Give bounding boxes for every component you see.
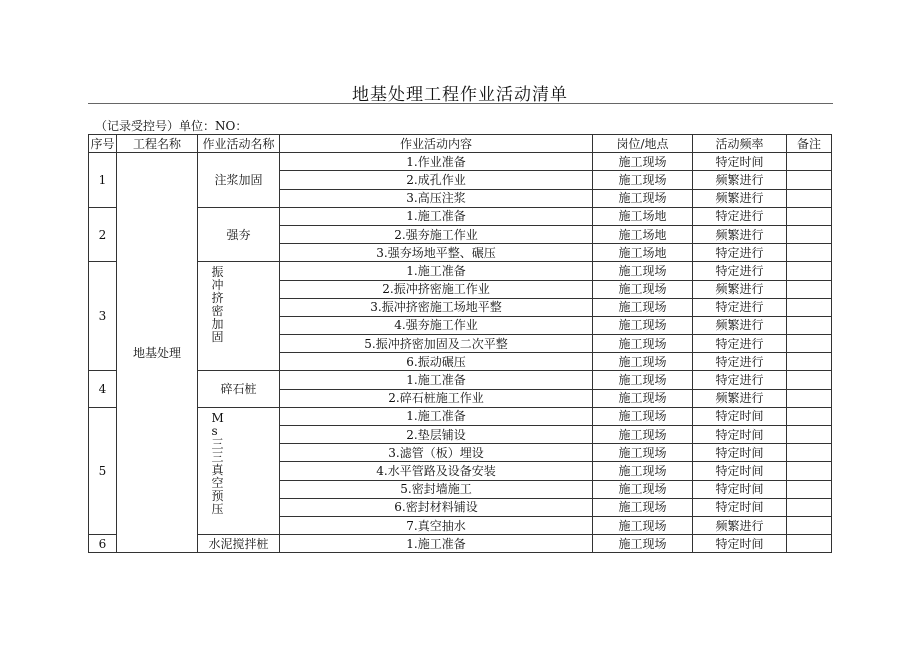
frequency-cell: 特定进行: [693, 371, 787, 389]
activity-name-cell: 水泥搅拌桩: [198, 535, 280, 553]
row-number: 5: [89, 407, 117, 534]
frequency-cell: 特定时间: [693, 480, 787, 498]
activity-content-cell: 3.滤管（板）埋设: [280, 444, 593, 462]
activity-content-cell: 3.强夯场地平整、碾压: [280, 244, 593, 262]
activity-name-cell: 注浆加固: [198, 153, 280, 208]
activity-content-cell: 4.强夯施工作业: [280, 316, 593, 334]
activity-content-cell: 3.振冲挤密施工场地平整: [280, 298, 593, 316]
activity-content-cell: 4.水平管路及设备安装: [280, 462, 593, 480]
post-location-cell: 施工现场: [593, 262, 693, 280]
remarks-cell: [787, 480, 832, 498]
frequency-cell: 特定时间: [693, 535, 787, 553]
activity-content-cell: 1.施工准备: [280, 262, 593, 280]
remarks-cell: [787, 316, 832, 334]
activity-content-cell: 1.施工准备: [280, 407, 593, 425]
remarks-cell: [787, 462, 832, 480]
activity-name-cell: 强夯: [198, 207, 280, 262]
post-location-cell: 施工现场: [593, 516, 693, 534]
frequency-cell: 特定进行: [693, 244, 787, 262]
activity-content-cell: 5.密封墙施工: [280, 480, 593, 498]
post-location-cell: 施工现场: [593, 389, 693, 407]
activity-content-cell: 1.施工准备: [280, 535, 593, 553]
activity-content-cell: 6.振动碾压: [280, 353, 593, 371]
post-location-cell: 施工现场: [593, 407, 693, 425]
frequency-cell: 特定时间: [693, 407, 787, 425]
remarks-cell: [787, 535, 832, 553]
activity-content-cell: 6.密封材料铺设: [280, 498, 593, 516]
header-frequency: 活动频率: [693, 135, 787, 153]
activity-list-table: [88, 134, 832, 553]
activity-content-cell: 2.强夯施工作业: [280, 225, 593, 243]
table-row: [89, 407, 832, 425]
post-location-cell: 施工现场: [593, 171, 693, 189]
frequency-cell: 特定时间: [693, 444, 787, 462]
remarks-cell: [787, 207, 832, 225]
post-location-cell: 施工场地: [593, 207, 693, 225]
table-body: [89, 153, 832, 553]
remarks-cell: [787, 171, 832, 189]
post-location-cell: 施工现场: [593, 280, 693, 298]
row-number: 1: [89, 153, 117, 208]
activity-name-cell: [198, 407, 280, 534]
activity-name-cell: 碎石桩: [198, 371, 280, 407]
activity-content-cell: 7.真空抽水: [280, 516, 593, 534]
activity-content-cell: 2.碎石桩施工作业: [280, 389, 593, 407]
post-location-cell: 施工现场: [593, 498, 693, 516]
post-location-cell: 施工场地: [593, 225, 693, 243]
post-location-cell: 施工现场: [593, 298, 693, 316]
header-remarks: 备注: [787, 135, 832, 153]
remarks-cell: [787, 371, 832, 389]
remarks-cell: [787, 280, 832, 298]
remarks-cell: [787, 225, 832, 243]
title-underline: [88, 103, 833, 104]
remarks-cell: [787, 153, 832, 171]
post-location-cell: 施工现场: [593, 426, 693, 444]
remarks-cell: [787, 335, 832, 353]
frequency-cell: 特定进行: [693, 353, 787, 371]
project-name-cell: 地基处理: [117, 153, 198, 553]
row-number: 3: [89, 262, 117, 371]
remarks-cell: [787, 516, 832, 534]
activity-content-cell: 2.振冲挤密施工作业: [280, 280, 593, 298]
activity-content-cell: 2.垫层铺设: [280, 426, 593, 444]
post-location-cell: 施工现场: [593, 353, 693, 371]
frequency-cell: 特定时间: [693, 153, 787, 171]
remarks-cell: [787, 444, 832, 462]
header-post-location: 岗位/地点: [593, 135, 693, 153]
frequency-cell: 频繁进行: [693, 189, 787, 207]
header-no: 序号: [89, 135, 117, 153]
header-project-name: 工程名称: [117, 135, 198, 153]
post-location-cell: 施工现场: [593, 371, 693, 389]
remarks-cell: [787, 353, 832, 371]
post-location-cell: 施工现场: [593, 535, 693, 553]
remarks-cell: [787, 262, 832, 280]
row-number: 4: [89, 371, 117, 407]
table-row: [89, 153, 832, 171]
table-row: [89, 207, 832, 225]
remarks-cell: [787, 389, 832, 407]
remarks-cell: [787, 407, 832, 425]
post-location-cell: 施工现场: [593, 444, 693, 462]
post-location-cell: 施工现场: [593, 480, 693, 498]
row-number: 6: [89, 535, 117, 553]
remarks-cell: [787, 498, 832, 516]
frequency-cell: 频繁进行: [693, 316, 787, 334]
header-activity-name: 作业活动名称: [198, 135, 280, 153]
activity-name-vertical-text: Ms 三三真空预压: [211, 410, 224, 516]
remarks-cell: [787, 298, 832, 316]
frequency-cell: 特定进行: [693, 262, 787, 280]
frequency-cell: 特定进行: [693, 335, 787, 353]
frequency-cell: 频繁进行: [693, 171, 787, 189]
remarks-cell: [787, 244, 832, 262]
activity-content-cell: 1.施工准备: [280, 371, 593, 389]
post-location-cell: 施工现场: [593, 462, 693, 480]
activity-content-cell: 1.施工准备: [280, 207, 593, 225]
activity-content-cell: 5.振冲挤密加固及二次平整: [280, 335, 593, 353]
frequency-cell: 特定时间: [693, 498, 787, 516]
post-location-cell: 施工现场: [593, 153, 693, 171]
document-title: 地基处理工程作业活动清单: [352, 85, 568, 105]
table-row: [89, 262, 832, 280]
activity-content-cell: 2.成孔作业: [280, 171, 593, 189]
activity-content-cell: 3.高压注浆: [280, 189, 593, 207]
frequency-cell: 频繁进行: [693, 280, 787, 298]
post-location-cell: 施工现场: [593, 316, 693, 334]
frequency-cell: 频繁进行: [693, 389, 787, 407]
activity-name-cell: [198, 262, 280, 371]
post-location-cell: 施工现场: [593, 335, 693, 353]
frequency-cell: 特定进行: [693, 207, 787, 225]
row-number: 2: [89, 207, 117, 262]
activity-content-cell: 1.作业准备: [280, 153, 593, 171]
frequency-cell: 特定时间: [693, 462, 787, 480]
record-control-line: （记录受控号）单位：NO：: [95, 119, 248, 133]
table-row: [89, 371, 832, 389]
table-header-row: [89, 135, 832, 153]
remarks-cell: [787, 426, 832, 444]
table-row: [89, 535, 832, 553]
activity-name-vertical-text: 振冲挤密加固: [211, 265, 224, 345]
frequency-cell: 特定进行: [693, 298, 787, 316]
frequency-cell: 频繁进行: [693, 516, 787, 534]
frequency-cell: 频繁进行: [693, 225, 787, 243]
frequency-cell: 特定时间: [693, 426, 787, 444]
remarks-cell: [787, 189, 832, 207]
header-activity-content: 作业活动内容: [280, 135, 593, 153]
post-location-cell: 施工场地: [593, 244, 693, 262]
post-location-cell: 施工现场: [593, 189, 693, 207]
